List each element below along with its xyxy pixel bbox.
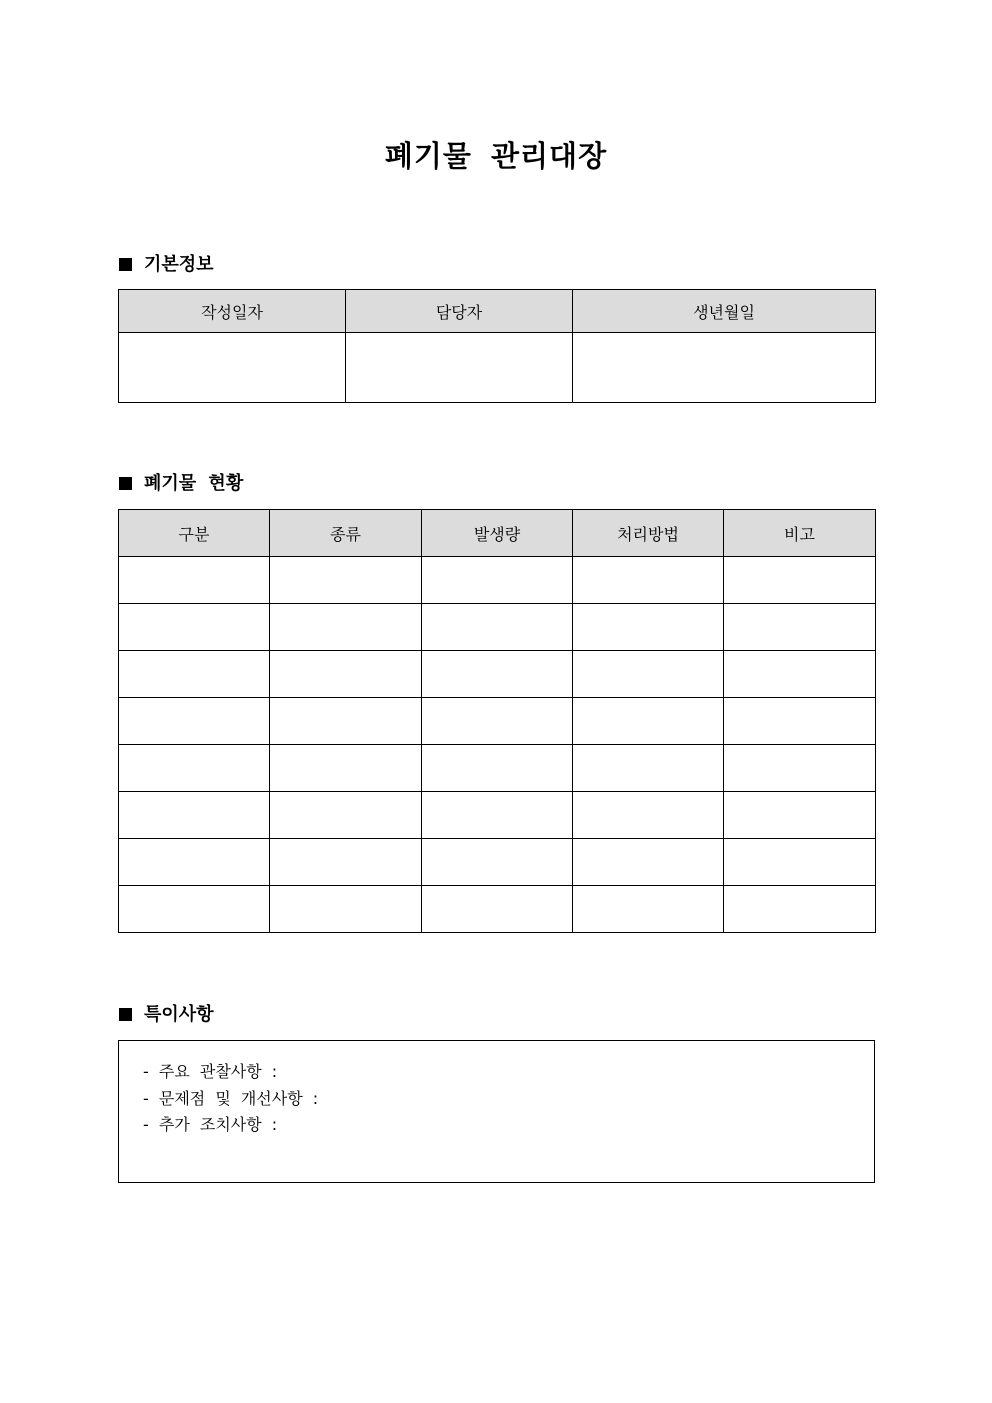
remarks-cell[interactable] (724, 745, 876, 792)
category-cell[interactable] (119, 745, 270, 792)
note-item-observations: - 주요 관찰사항 : (143, 1062, 278, 1081)
disposal-method-cell[interactable] (573, 839, 724, 886)
remarks-cell[interactable] (724, 886, 876, 933)
birthdate-field[interactable] (573, 333, 876, 403)
section-heading-special-notes (119, 1002, 214, 1028)
table-row (119, 698, 876, 745)
type-cell[interactable] (270, 604, 422, 651)
person-in-charge-field[interactable] (346, 333, 573, 403)
square-bullet-icon (119, 258, 132, 271)
section-heading-waste-status (119, 471, 243, 497)
column-header-date: 작성일자 (119, 290, 346, 333)
section-heading-label: 기본정보 (144, 254, 214, 275)
column-header-person-in-charge: 담당자 (346, 290, 573, 333)
table-header-row (119, 290, 876, 333)
type-cell[interactable] (270, 557, 422, 604)
category-cell[interactable] (119, 698, 270, 745)
table-row (119, 792, 876, 839)
category-cell[interactable] (119, 839, 270, 886)
table-row (119, 651, 876, 698)
amount-cell[interactable] (422, 604, 573, 651)
table-row (119, 557, 876, 604)
note-item-issues-improvements: - 문제점 및 개선사항 : (143, 1088, 319, 1108)
remarks-cell[interactable] (724, 651, 876, 698)
amount-cell[interactable] (422, 745, 573, 792)
section-heading-label: 특이사항 (144, 1004, 214, 1025)
column-header-remarks: 비고 (724, 510, 876, 557)
column-header-amount: 발생량 (422, 510, 573, 557)
table-row (119, 839, 876, 886)
section-heading-label: 폐기물 현황 (144, 473, 244, 494)
type-cell[interactable] (270, 792, 422, 839)
remarks-cell[interactable] (724, 604, 876, 651)
remarks-cell[interactable] (724, 698, 876, 745)
category-cell[interactable] (119, 557, 270, 604)
disposal-method-cell[interactable] (573, 792, 724, 839)
section-heading-basic-info (119, 252, 214, 278)
note-item-additional-actions: - 추가 조치사항 : (143, 1115, 278, 1134)
disposal-method-cell[interactable] (573, 886, 724, 933)
column-header-birthdate: 생년월일 (573, 290, 876, 333)
category-cell[interactable] (119, 604, 270, 651)
table-header-row (119, 510, 876, 557)
square-bullet-icon (119, 477, 132, 490)
type-cell[interactable] (270, 745, 422, 792)
type-cell[interactable] (270, 651, 422, 698)
disposal-method-cell[interactable] (573, 745, 724, 792)
disposal-method-cell[interactable] (573, 604, 724, 651)
amount-cell[interactable] (422, 698, 573, 745)
column-header-disposal-method: 처리방법 (573, 510, 724, 557)
table-row (119, 604, 876, 651)
type-cell[interactable] (270, 839, 422, 886)
table-row (119, 333, 876, 403)
amount-cell[interactable] (422, 886, 573, 933)
date-field[interactable] (119, 333, 346, 403)
document-title: 폐기물 관리대장 (384, 139, 608, 173)
remarks-cell[interactable] (724, 839, 876, 886)
category-cell[interactable] (119, 651, 270, 698)
special-notes-box[interactable] (118, 1040, 875, 1183)
square-bullet-icon (119, 1008, 132, 1021)
type-cell[interactable] (270, 886, 422, 933)
amount-cell[interactable] (422, 792, 573, 839)
waste-status-body (119, 557, 876, 933)
remarks-cell[interactable] (724, 792, 876, 839)
amount-cell[interactable] (422, 839, 573, 886)
basic-info-table (118, 289, 876, 403)
amount-cell[interactable] (422, 651, 573, 698)
disposal-method-cell[interactable] (573, 698, 724, 745)
disposal-method-cell[interactable] (573, 557, 724, 604)
table-row (119, 745, 876, 792)
table-row (119, 886, 876, 933)
amount-cell[interactable] (422, 557, 573, 604)
category-cell[interactable] (119, 886, 270, 933)
column-header-type: 종류 (270, 510, 422, 557)
type-cell[interactable] (270, 698, 422, 745)
special-notes-list (143, 1059, 318, 1139)
column-header-category: 구분 (119, 510, 270, 557)
category-cell[interactable] (119, 792, 270, 839)
remarks-cell[interactable] (724, 557, 876, 604)
disposal-method-cell[interactable] (573, 651, 724, 698)
waste-status-table (118, 509, 876, 933)
